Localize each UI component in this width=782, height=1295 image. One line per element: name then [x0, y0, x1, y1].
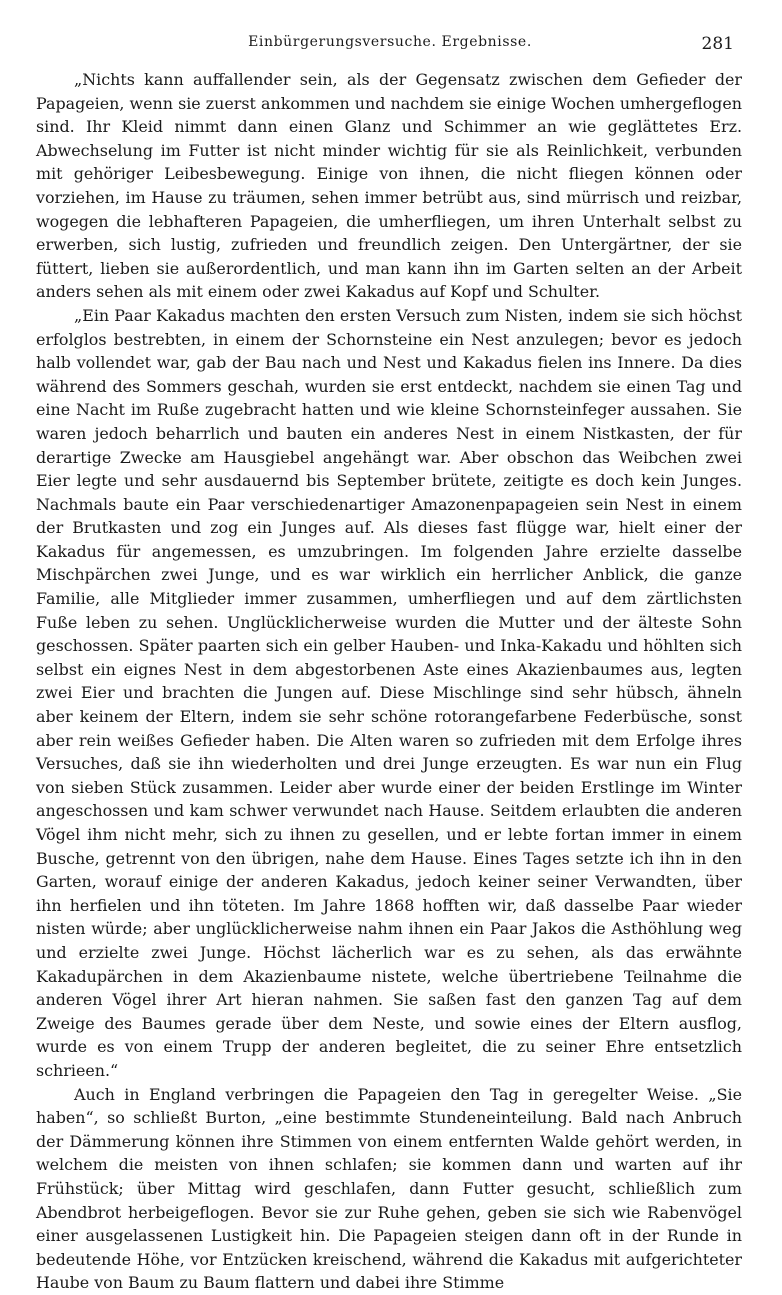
page-number: 281 — [701, 34, 734, 54]
running-head: Einbürgerungsversuche. Ergebnisse. — [248, 34, 532, 50]
paragraph-2: „Ein Paar Kakadus machten den ersten Versuch zum Nisten, indem sie sich höchst erfolglos bestrebten, in einem der Schornsteine ein Nest anzulegen; bevor es jedoch halb vollendet war, gab der Bau nach und Nest und Kakadus fielen ins Innere. Da dies während des Sommers geschah, wurden sie erst entdeckt, nachdem sie einen Tag und eine Nacht im Ruße zugebracht hatten und wie kleine Schornsteinfeger aussahen. Sie waren jedoch beharrlich und bauten ein anderes Nest in einem Nistkasten, der für derartige Zwecke am Hausgiebel angehängt war. Aber obschon das Weibchen zwei Eier legte und sehr ausdauernd bis September brütete, zeitigte es doch kein Junges. Nachmals baute ein Paar verschiedenartiger Amazonenpapageien sein Nest in einem der Brutkasten und zog ein Junges auf. Als dieses fast flügge war, hielt einer der Kakadus für angemessen, es umzubringen. Im folgenden Jahre erzielte dasselbe Mischpärchen zwei Junge, und es war wirklich ein herrlicher Anblick, die ganze Familie, alle Mitglieder immer zusammen, umherfliegen und auf dem zärtlichsten Fuße leben zu sehen. Unglücklicherweise wurden die Mutter und der älteste Sohn geschossen. Später paarten sich ein gelber Hauben- und Inka-Kakadu und höhlten sich selbst ein eignes Nest in dem abgestorbenen Aste eines Akazienbaumes aus, legten zwei Eier und brachten die Jungen auf. Diese Mischlinge sind sehr hübsch, ähneln aber keinem der Eltern, indem sie sehr schöne rotorangefarbene Federbüsche, sonst aber rein weißes Gefieder haben. Die Alten waren so zufrieden mit dem Erfolge ihres Versuches, daß sie ihn wiederholten und drei Junge erzeugten. Es war nun ein Flug von sieben Stück zusammen. Leider aber wurde einer der beiden Erstlinge im Winter angeschossen und kam schwer verwundet nach Hause. Seitdem erlaubten die anderen Vögel ihm nicht mehr, sich zu ihnen zu gesellen, und er lebte fortan immer in einem Busche, getrennt von den übrigen, nahe dem Hause. Eines Tages setzte ich ihn in den Garten, worauf einige der anderen Kakadus, jedoch keiner seiner Verwandten, über ihn herfielen und ihn töteten. Im Jahre 1868 hofften wir, daß dasselbe Paar wieder nisten würde; aber unglücklicherweise nahm ihnen ein Paar Jakos die Asthöhlung weg und erzielte zwei Junge. Höchst lächerlich war es zu sehen, als das erwähnte Kakadupärchen in dem Akazienbaume nistete, welche übertriebene Teilnahme die anderen Vögel ihrer Art hieran nahmen. Sie saßen fast den ganzen Tag auf dem Zweige des Baumes gerade über dem Neste, und sowie eines der Eltern ausflog, wurde es von einem Trupp der anderen begleitet, die zu seiner Ehre entsetzlich schrieen.“ — [36, 305, 742, 1080]
page-body — [36, 68, 742, 1295]
paragraph-3: Auch in England verbringen die Papageien den Tag in geregelter Weise. „Sie haben“, so schließt Burton, „eine bestimmte Stundeneinteilung. Bald nach Anbruch der Dämmerung können ihre Stimmen von einem entfernten Walde gehört werden, in welchem die meisten von ihnen schlafen; sie kommen dann und warten auf ihr Frühstück; über Mittag wird geschlafen, dann Futter gesucht, schließlich zum Abendbrot herbeigeflogen. Bevor sie zur Ruhe gehen, geben sie sich wie Rabenvögel einer ausgelassenen Lustigkeit hin. Die Papageien steigen dann oft in der Runde in bedeutende Höhe, vor Entzücken kreischend, während die Kakadus mit aufgerichteter Haube von Baum zu Baum flattern und dabei ihre Stimme — [36, 1084, 742, 1293]
page-header — [36, 34, 744, 58]
paragraph-1: „Nichts kann auffallender sein, als der Gegensatz zwischen dem Gefieder der Papageien, wenn sie zuerst ankommen und nachdem sie einige Wochen umhergeflogen sind. Ihr Kleid nimmt dann einen Glanz und Schimmer an wie geglättetes Erz. Abwechselung im Futter ist nicht minder wichtig für sie als Reinlichkeit, verbunden mit gehöriger Leibesbewegung. Einige von ihnen, die nicht fliegen können oder vorziehen, im Hause zu träumen, sehen immer betrübt aus, sind mürrisch und reizbar, wogegen die lebhafteren Papageien, die umherfliegen, um ihren Unterhalt selbst zu erwerben, sich lustig, zufrieden und freundlich zeigen. Den Untergärtner, der sie füttert, lieben sie außerordentlich, und man kann ihn im Garten selten an der Arbeit anders sehen als mit einem oder zwei Kakadus auf Kopf und Schulter. — [36, 70, 742, 302]
